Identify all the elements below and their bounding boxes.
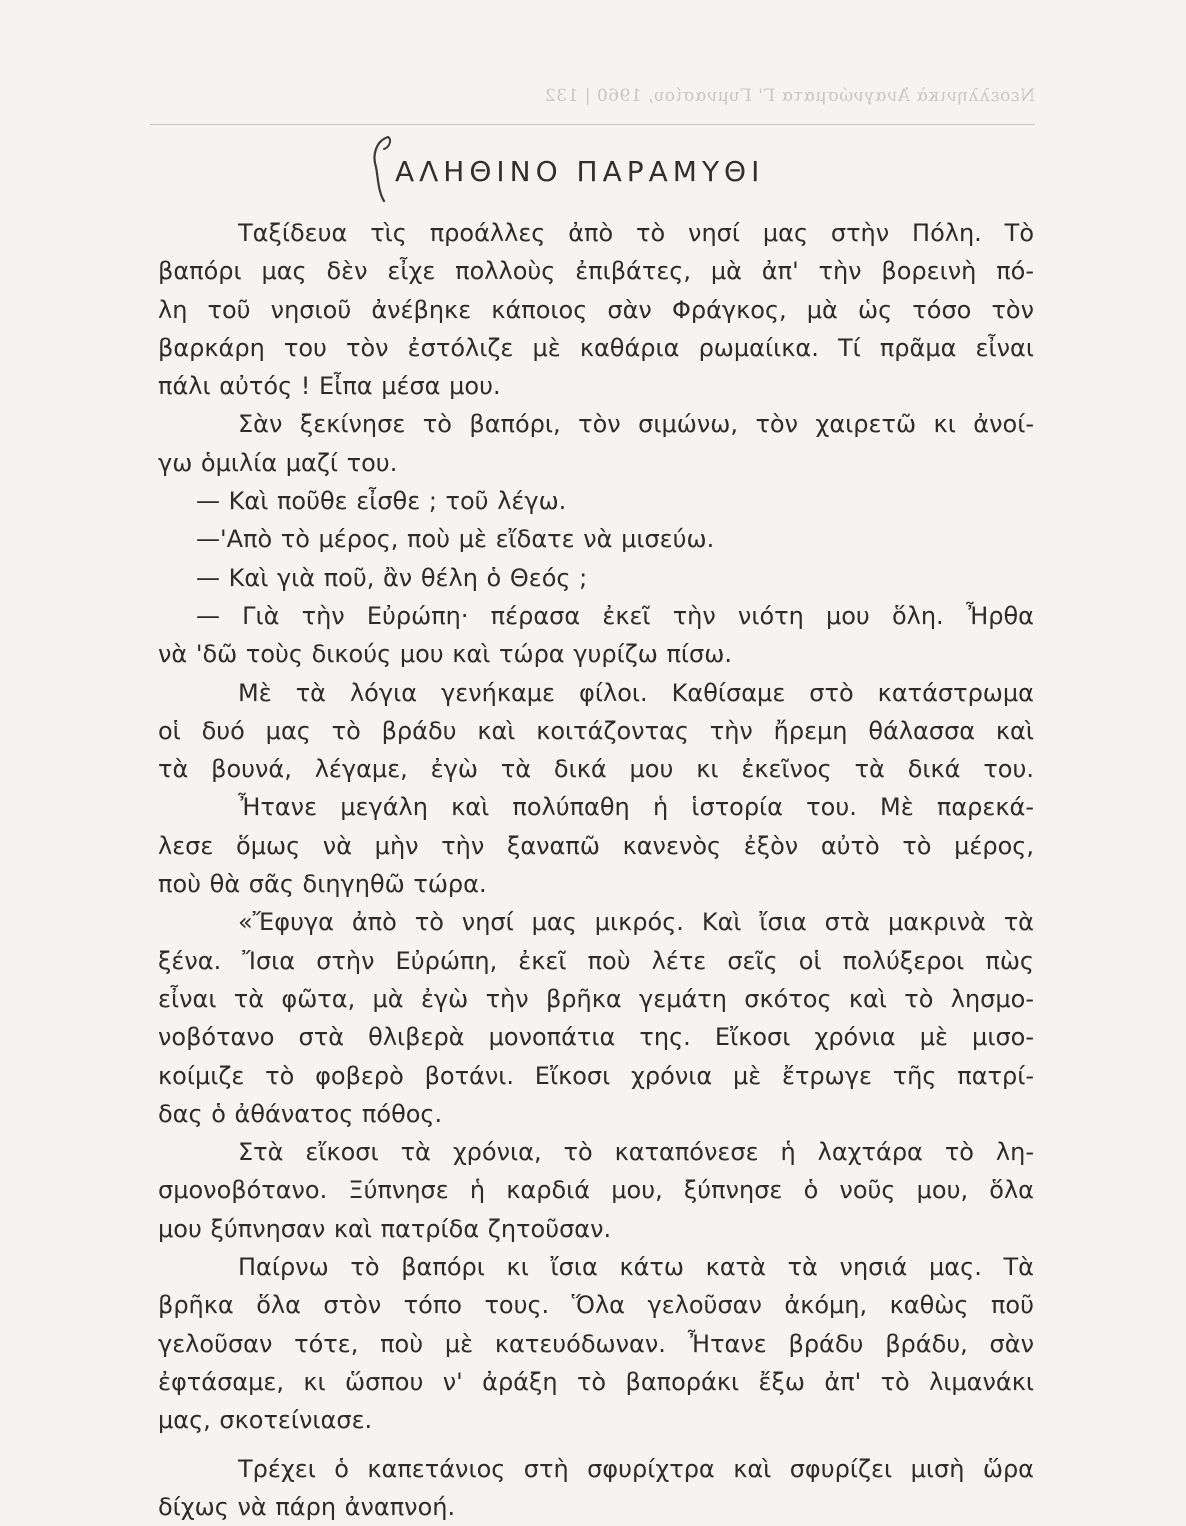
text-line: Στὰ εἴκοσι τὰ χρόνια, τὸ καταπόνεσε ἡ λαχτάρα τὸ λη- <box>238 1138 1034 1167</box>
text-line: Μὲ τὰ λόγια γενήκαμε φίλοι. Καθίσαμε στὸ κατάστρωμα <box>238 678 1034 707</box>
text-line: βαπόρι μας δὲν εἶχε πολλοὺς ἐπιβάτες, μὰ ἀπ' τὴν βορεινὴ πό- <box>158 257 1034 286</box>
text-line: —'Απὸ τὸ μέρος, ποὺ μὲ εἴδατε νὰ μισεύω. <box>196 525 715 554</box>
text-line: Ταξίδευα τὶς προάλλες ἀπὸ τὸ νησί μας στὴν Πόλη. Τὸ <box>238 219 1034 247</box>
text-line: βαρκάρη του τὸν ἐστόλιζε μὲ καθάρια ρωμαίικα. Τί πρᾶμα εἶναι <box>158 333 1034 362</box>
text-line: — Γιὰ τὴν Εὐρώπη· πέρασα ἐκεῖ τὴν νιότη μου ὅλη. Ἦρθα <box>196 601 1034 630</box>
running-head-bleedthrough: Νεοελληνικὰ Ἀναγνώσματα Γ' Γυμνασίου, 1960 | 132 <box>544 86 1035 106</box>
text-line: ἐφτάσαμε, κι ὥσπου ν' ἀράξη τὸ βαποράκι ἔξω ἀπ' τὸ λιμανάκι <box>158 1367 1034 1396</box>
text-line: εἶναι τὰ φῶτα, μὰ ἐγὼ τὴν βρῆκα γεμάτη σκότος καὶ τὸ λησμο- <box>158 984 1034 1013</box>
header-rule <box>150 124 1035 125</box>
text-line: Ἦτανε μεγάλη καὶ πολύπαθη ἡ ἱστορία του. Μὲ παρεκά- <box>238 793 1034 822</box>
text-line: γω ὁμιλία μαζί του. <box>158 448 398 477</box>
page-title: ΑΛΗΘΙΝΟ ΠΑΡΑΜΥΘΙ <box>395 155 765 188</box>
text-line: ποὺ θὰ σᾶς διηγηθῶ τώρα. <box>158 870 487 899</box>
paragraph-gap <box>158 1440 1034 1450</box>
text-line: δίχως νὰ πάρη ἀναπνοή. <box>158 1492 456 1521</box>
text-line: κοίμιζε τὸ φοβερὸ βοτάνι. Εἴκοσι χρόνια μὲ ἔτρωγε τῆς πατρί- <box>158 1061 1034 1090</box>
text-line: οἱ δυό μας τὸ βράδυ καὶ κοιτάζοντας τὴν ἤρεμη θάλασσα καὶ <box>158 716 1034 745</box>
text-line: νοβότανο στὰ θλιβερὰ μονοπάτια της. Εἴκοσι χρόνια μὲ μισο- <box>158 1023 1034 1052</box>
text-line: Σὰν ξεκίνησε τὸ βαπόρι, τὸν σιμώνω, τὸν χαιρετῶ κι ἀνοί- <box>238 410 1034 439</box>
text-line: μας, σκοτείνιασε. <box>158 1406 373 1435</box>
text-line: Τρέχει ὁ καπετάνιος στὴ σφυρίχτρα καὶ σφυρίζει μισὴ ὥρα <box>238 1454 1034 1483</box>
text-line: Παίρνω τὸ βαπόρι κι ἴσια κάτω κατὰ τὰ νησιά μας. Τὰ <box>238 1253 1034 1282</box>
text-line: δας ὁ ἀθάνατος πόθος. <box>158 1099 443 1128</box>
text-line: σμονοβότανο. Ξύπνησε ἡ καρδιά μου, ξύπνησε ὁ νοῦς μου, ὅλα <box>158 1176 1034 1205</box>
text-line: νὰ 'δῶ τοὺς δικούς μου καὶ τώρα γυρίζω πίσω. <box>158 640 732 669</box>
text-line: — Καὶ γιὰ ποῦ, ἂν θέλη ὁ Θεός ; <box>196 563 588 592</box>
text-line: γελοῦσαν τότε, ποὺ μὲ κατευόδωναν. Ἦτανε βράδυ βράδυ, σὰν <box>158 1329 1034 1358</box>
body-text <box>158 214 1034 1526</box>
text-line: ξένα. Ἴσια στὴν Εὐρώπη, ἐκεῖ ποὺ λέτε σεῖς οἱ πολύξεροι πὼς <box>158 946 1034 975</box>
text-line: πάλι αὐτός ! Εἶπα μέσα μου. <box>158 372 501 401</box>
text-line: — Καὶ ποῦθε εἶσθε ; τοῦ λέγω. <box>196 487 567 516</box>
text-line: «Ἔφυγα ἀπὸ τὸ νησί μας μικρός. Καὶ ἴσια στὰ μακρινὰ τὰ <box>238 908 1034 937</box>
text-line: τὰ βουνά, λέγαμε, ἐγὼ τὰ δικά μου κι ἐκεῖνος τὰ δικά του. <box>158 755 1034 784</box>
text-line: μου ξύπνησαν καὶ πατρίδα ζητοῦσαν. <box>158 1214 612 1243</box>
text-line: βρῆκα ὅλα στὸν τόπο τους. Ὅλα γελοῦσαν ἀκόμη, καθὼς ποῦ <box>158 1291 1034 1320</box>
text-line: λη τοῦ νησιοῦ ἀνέβηκε κάποιος σὰν Φράγκος, μὰ ὡς τόσο τὸν <box>158 295 1034 324</box>
text-line: λεσε ὅμως νὰ μὴν τὴν ξαναπῶ κανενὸς ἐξὸν αὐτὸ τὸ μέρος, <box>158 831 1034 860</box>
